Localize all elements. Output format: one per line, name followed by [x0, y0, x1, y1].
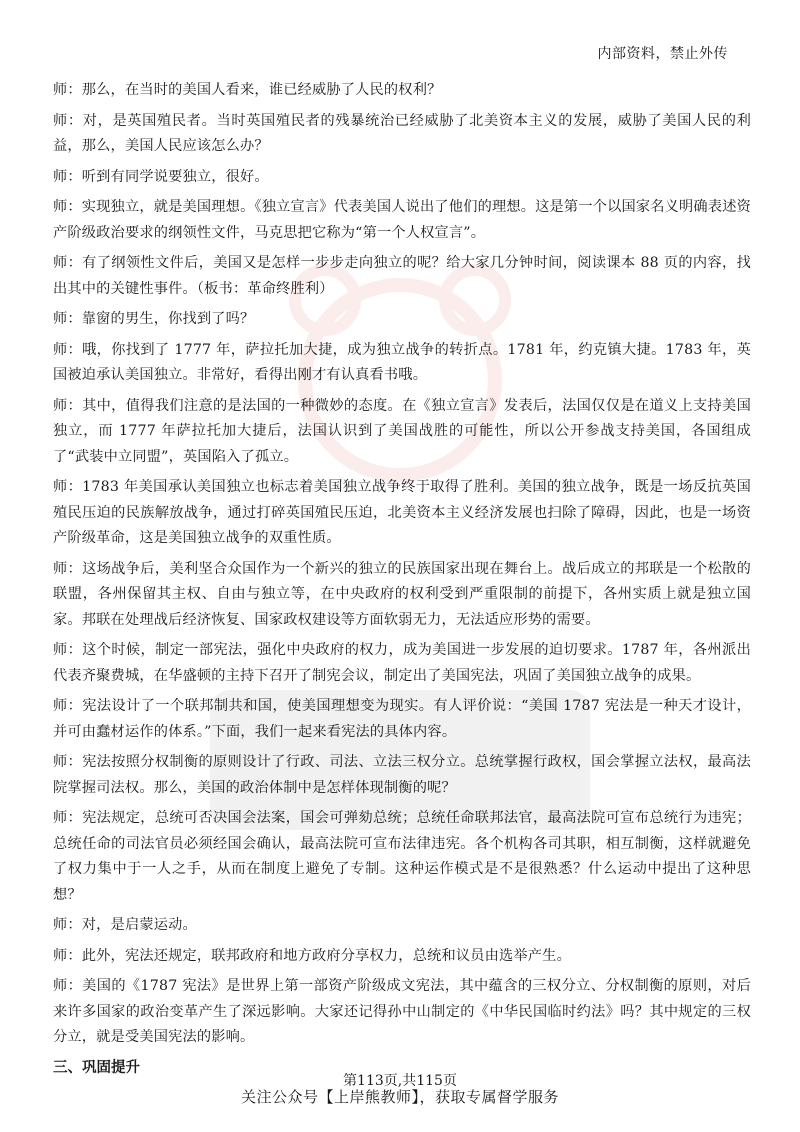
dialogue-paragraph: 师：哦，你找到了 1777 年，萨拉托加大捷，成为独立战争的转折点。1781 年，约克镇大捷。1783 年，英国被迫承认美国独立。非常好，看得出刚才有认真看书哦。 [53, 341, 751, 383]
section-title: 三、巩固提升 [53, 1059, 140, 1076]
dialogue-paragraph: 师：靠窗的男生，你找到了吗？ [53, 311, 255, 327]
dialogue-paragraph: 师：这个时候，制定一部宪法，强化中央政府的权力，成为美国进一步发展的迫切要求。1787 年，各州派出代表齐聚费城，在华盛顿的主持下召开了制宪会议，制定出了美国宪法，巩固了美国独立战争的成果。 [53, 642, 751, 684]
dialogue-paragraph: 师：宪法按照分权制衡的原则设计了行政、司法、立法三权分立。总统掌握行政权，国会掌握立法权，最高法院掌握司法权。那么，美国的政治体制中是怎样体现制衡的呢？ [53, 754, 751, 796]
footer-note: 关注公众号【上岸熊教师】，获取专属督学服务 [240, 1088, 559, 1106]
page-number: 第113页,共115页 [343, 1073, 457, 1089]
dialogue-paragraph: 师：其中，值得我们注意的是法国的一种微妙的态度。在《独立宣言》发表后，法国仅仅是在道义上支持美国独立，而 1777 年萨拉托加大捷后，法国认识到了美国战胜的可能性，所以公开参战支持美国，各国组成了“武装中立同盟”，英国陷入了孤立。 [53, 397, 751, 465]
dialogue-paragraph: 师：这场战争后，美利坚合众国作为一个新兴的独立的民族国家出现在舞台上。战后成立的邦联是一个松散的联盟，各州保留其主权、自由与独立等，在中央政府的权利受到严重限制的前提下，各州实质上就是独立国家。邦联在处理战后经济恢复、国家政权建设等方面软弱无力，无法适应形势的需要。 [53, 560, 751, 628]
dialogue-paragraph: 师：听到有同学说要独立，很好。 [53, 168, 269, 185]
dialogue-paragraph: 师：美国的《1787 宪法》是世界上第一部资产阶级成文宪法，其中蕴含的三权分立、分权制衡的原则，对后来许多国家的政治变革产生了深远影响。大家还记得孙中山制定的《中华民国临时约法》吗？其中规定的三权分立，就是受美国宪法的影响。 [53, 978, 751, 1045]
dialogue-paragraph: 师：那么，在当时的美国人看来，谁已经威胁了人民的权利？ [53, 82, 442, 98]
dialogue-paragraph: 师：对，是启蒙运动。 [53, 917, 197, 933]
dialogue-paragraph: 师：宪法设计了一个联邦制共和国，使美国理想变为现实。有人评价说：“美国 1787 宪法是一种天才设计，并可由蠢材运作的体系。”下面，我们一起来看宪法的具体内容。 [53, 698, 751, 740]
dialogue-paragraph: 师：1783 年美国承认美国独立也标志着美国独立战争终于取得了胜利。美国的独立战争，既是一场反抗英国殖民压迫的民族解放战争，通过打碎英国殖民压迫，北美资本主义经济发展也扫除了障碍，因此，也是一场资产阶级革命，这是美国独立战争的双重性质。 [53, 479, 751, 546]
dialogue-paragraph: 师：对，是英国殖民者。当时英国殖民者的残暴统治已经威胁了北美资本主义的发展，威胁了美国人民的利益，那么，美国人民应该怎么办？ [53, 112, 751, 154]
dialogue-paragraph: 师：宪法规定，总统可否决国会法案，国会可弹劾总统；总统任命联邦法官，最高法院可宣布总统行为违宪；总统任命的司法官员必须经国会确认，最高法院可宣布法律违宪。各个机构各司其职，相互制衡，这样就避免了权力集中于一人之手，从而在制度上避免了专制。这种运作模式是不是很熟悉？什么运动中提出了这种思想？ [53, 810, 751, 903]
header-note: 内部资料，禁止外传 [597, 46, 728, 62]
dialogue-paragraph: 师：实现独立，就是美国理想。《独立宣言》代表美国人说出了他们的理想。这是第一个以国家名义明确表述资产阶级政治要求的纲领性文件，马克思把它称为“第一个人权宣言”。 [53, 199, 751, 241]
dialogue-paragraph: 师：有了纲领性文件后，美国又是怎样一步步走向独立的呢？给大家几分钟时间，阅读课本 88 页的内容，找出其中的关键性事件。（板书：革命终胜利） [53, 255, 751, 297]
dialogue-paragraph: 师：此外，宪法还规定，联邦政府和地方政府分享权力，总统和议员由选举产生。 [53, 947, 571, 964]
document-body [53, 78, 751, 1077]
